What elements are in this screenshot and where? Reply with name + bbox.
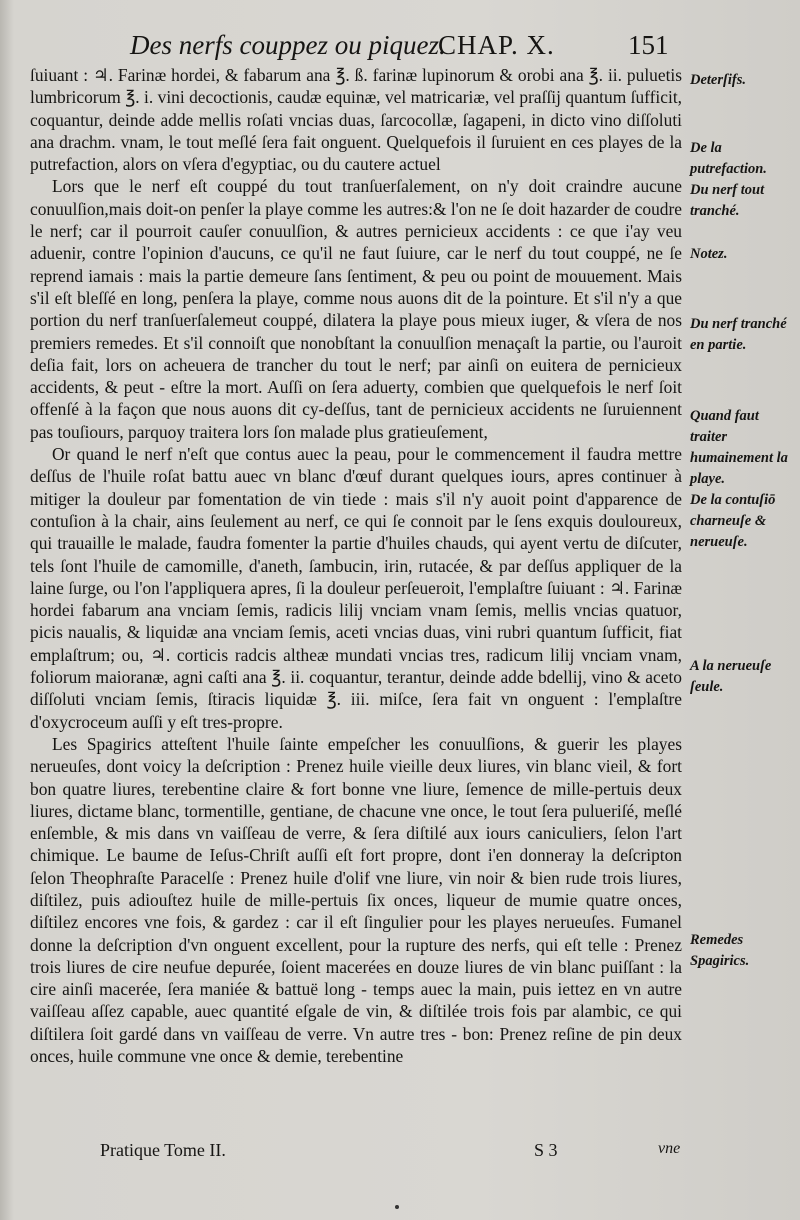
margin-note-putrefaction: De la putrefaction. (690, 140, 767, 177)
chapter-label: CHAP. X. (438, 30, 555, 60)
margin-note-contusion: De la contuſiō charneuſe & nerueuſe. (690, 492, 776, 550)
volume-label: Pratique Tome II. (100, 1140, 226, 1160)
paragraph-spagirics: Les Spagirics atteſtent l'huile ſainte empeſcher les conuulſions, & guerir les playes nerueuſes, dont voicy la deſcription : Prenez huile vieille deux liures, vin blanc vieil, & fort bon quatre liures, terebentine claire & fort bonne vne liure, ſemence de mille-pertuis deux liures, dictame blanc, tormentille, gentiane, de chacune vne once, le tout ſera pulueriſé, meſlé enſemble, & mis dans vn vaiſſeau de verre, & ſera diſtilé aux iours caniculiers, ſelon l'art chimique. Le baume de Ieſus-Chriſt auſſi eſt fort propre, dont i'en donneray la deſcripton ſelon Theophraſte Paracelſe : Prenez huile d'olif vne liure, vin noir & bien rude trois liures, diſtilez, puis adiouſtez huile de mille-pertuis ſix onces, liqueur de mumie quatre onces, diſtilez encores vne fois, & gardez : car il eſt ſingulier pour les playes nerueuſes. Fumanel donne la deſcription d'vn onguent excellent, pour la rupture des nerfs, qui eſt telle : Prenez trois liures de cire neufue depurée, ſoient macerées en douze liures de vin blanc puiſſant : la cire ainſi macerée, ſera maniée & battuë long - temps auec la main, puis iettez en vn autre vaiſſeau aſſez capable, auec quantité eſgale de vin, & diſtilée trois fois par alambic, ce qui diſtilera ſoit gardé dans vn vaiſſeau de verre. Vn autre tres - bon: Prenez reſine de pin deux onces, huile commune vne once & demie, terebentine (30, 733, 682, 1067)
running-header (130, 22, 690, 70)
paragraph-continuation: ſuiuant : ♃. Farinæ hordei, & fabarum ana ℥. ß. farinæ lupinorum & orobi ana ℥. ii. puluetis lumbricorum ℥. i. vini decoctionis, caudæ equinæ, vel matricariæ, vel praſſij quantum ſufficit, coquantur, deinde adde mellis roſati vncias duas, ſarcocollæ, ſagapeni, in dicto vino diſſoluti ana drachm. vnam, le tout meſlé ſera fait onguent. Quelquefois il ſuruient en ces playes de la putrefaction, alors on vſera d'egyptiac, ou du cautere actuel (30, 65, 682, 175)
margin-note-remedes-spagirics: Remedes Spagirics. (690, 932, 750, 969)
paragraph-contused-nerve: Or quand le nerf n'eſt que contus auec la peau, pour le commencement il faudra mettre deſſus de l'huile roſat battu auec vn blanc d'œuf durant quelques iours, apres continuer à mitiger la douleur par fomentation de vin tiede : mais s'il n'y auoit point d'apparence de contuſion à la chair, ains ſeulement au nerf, ce qui ſe connoit par le ſens exquis douloureux, qui trauaille le malade, faudra fomenter la partie d'huiles chauds, qui ayent vertu de diſcuter, tels ſont l'huile de camomille, d'aneth, ſambucin, irin, rutacée, & par deſſus appliquer de la laine ſurge, ou l'on l'appliquera apres, ſi la douleur perſeueroit, l'emplaſtre ſuiuant : ♃. Farinæ hordei fabarum ana vnciam ſemis, radicis lilij vnciam vnam ſemis, mellis vncias quatuor, picis naualis, & liquidæ ana vnciam ſemis, aceti vncias duas, vini rubri quantum ſufficit, fiat emplaſtrum; ou, ♃. corticis radcis altheæ mundati vncias tres, radicum lilij vnciam vnam, foliorum maioranæ, agni caſti ana ℥. ii. coquantur, terantur, deinde adde bdellij, vino & aceto diſſoluti vnciam ſemis, ſtiracis liquidæ ℥. iii. miſce, ſera fait vn onguent : l'emplaſtre d'oxycroceum auſſi y eſt tres-propre. (30, 444, 682, 732)
margin-note-nerueuse-seule: A la nerueuſe ſeule. (690, 658, 772, 695)
margin-note-tranche-en-partie: Du nerf tranché en partie. (690, 316, 787, 353)
page-number: 151 (628, 30, 669, 60)
main-text (30, 64, 682, 1067)
catchword: vne (658, 1140, 681, 1157)
margin-note-humainement: Quand faut traiter humainement la playe. (690, 408, 788, 487)
page-footer (100, 1140, 690, 1166)
ink-speck (395, 1205, 399, 1209)
margin-note-notez: Notez. (690, 246, 728, 262)
margin-note-nerf-tranche: Du nerf tout tranché. (690, 182, 765, 219)
paragraph-severed-nerve: Lors que le nerf eſt couppé du tout tranſuerſalement, on n'y doit craindre aucune conuulſion,mais doit-on penſer la playe comme les autres:& l'on ne ſe doit hazarder de coudre le nerf; car il pourroit cauſer conuulſion, & autres pernicieux accidents : ce que i'ay veu aduenir, contre l'opinion d'aucuns, ce qu'il ne faut ſuiure, car le nerf du tout couppé, ne ſe reprend iamais : mais la partie demeure ſans ſentiment, & peu ou point de mouuement. Mais s'il eſt bleſſé en long, penſera la playe, comme nous auons dit de la pointure. Et s'il n'y a que portion du nerf tranſuerſalemeut couppé, dilatera la playe pous mieux iuger, & vſera de nos premiers remedes. Et s'il connoiſt que nonobſtant la conuulſion menaçaſt la partie, ou l'auroit deſia fait, lors on acheuera de trancher du tout le nerf; par ainſi on euitera de pernicieux accidents, & peut - eſtre la mort. Auſſi on ſera aduerty, combien que quelquefois le nerf ſoit offenſé à la façon que nous auons dit cy-deſſus, tant de pernicieux accidents ne ſuruiennent pas touſiours, parquoy traitera lors ſon malade plus gratieuſement, (30, 176, 682, 442)
margin-note-deterfifs: Deterſifs. (690, 72, 746, 88)
running-title: Des nerfs couppez ou piquez. (130, 30, 446, 60)
signature-mark: S 3 (534, 1140, 558, 1160)
